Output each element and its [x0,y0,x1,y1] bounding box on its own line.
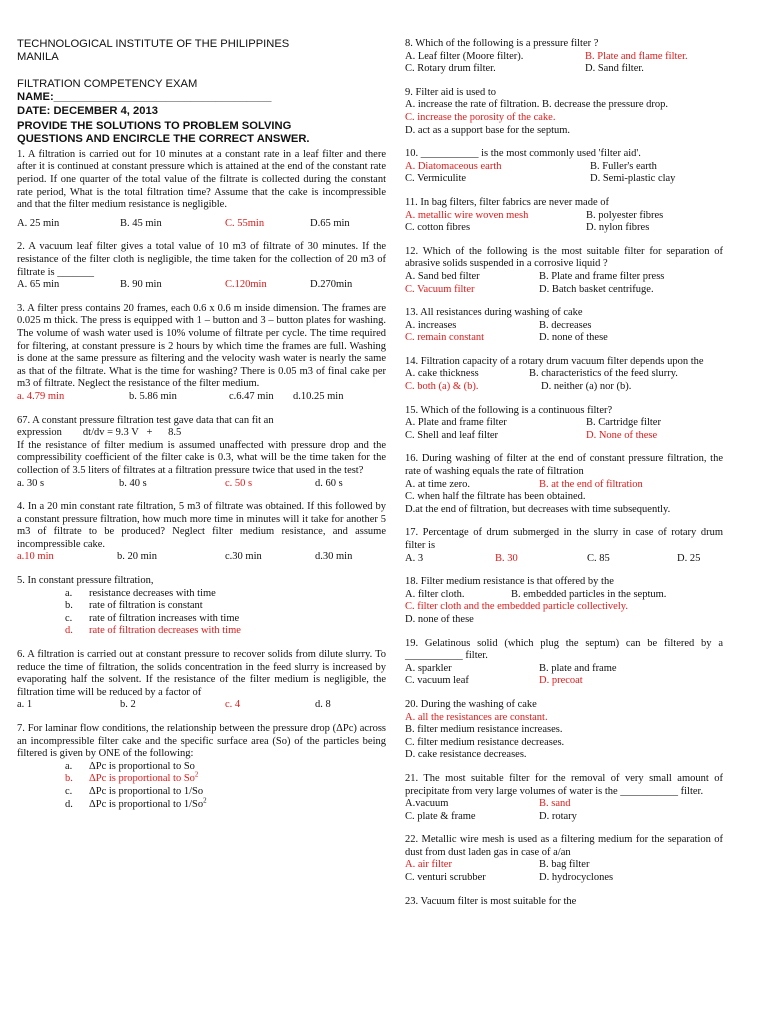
option-c: C. vacuum leaf [405,675,469,687]
option-c: C. cotton fibres [405,222,471,234]
question-expression: expression dt/dv = 9.3 V + 8.5 [17,427,182,439]
option-a: A. metallic wire woven mesh [405,209,529,221]
options-grid [405,320,723,345]
question-7 [17,723,386,811]
question-text: 20. During the washing of cake [405,698,537,710]
option-b: B. at the end of filtration [539,478,643,490]
option-d: D. 25 [677,552,701,564]
option-b: b. 20 min [117,551,157,563]
option-a: A. cake thickness [405,368,479,380]
option-d: D. cake resistance decreases. [405,749,527,761]
option-d: D. act as a support base for the septum. [405,124,571,136]
option-b: B. plate and frame [539,662,617,674]
option-c: c. rate of filtration increases with time [65,612,240,624]
option-a: a. resistance decreases with time [65,587,216,599]
option-d: D. precoat [539,675,583,687]
option-d: D.65 min [310,217,350,229]
options-grid [405,368,723,393]
option-c: C.120min [225,279,267,291]
question-text: 9. Filter aid is used to [405,86,496,98]
question-3 [17,303,386,404]
option-b: B. decreases [539,319,592,331]
option-a: A. Diatomaceous earth [405,160,502,172]
option-b: B. embedded particles in the septum. [511,588,667,600]
option-d: D. Batch basket centrifuge. [539,283,654,295]
question-text: 10. ___________ is the most commonly used 'filter aid'. [405,148,641,160]
option-c: c.6.47 min [229,390,274,402]
options-grid [405,589,723,602]
question-text: 18. Filter medium resistance is that offered by the [405,576,614,588]
question-text: 14. Filtration capacity of a rotary drum vacuum filter depends upon the [405,355,704,367]
option-b: b. 40 s [119,477,147,489]
option-d: D. Semi-plastic clay [590,173,676,185]
options-grid [405,798,723,823]
question-text: 3. A filter press contains 20 frames, each 0.6 x 0.6 m inside dimension. The frames are 0.025 m thick. The press is equipped with 1 – button and 3 – button plates for washing. The volume of wash water used is 10% volume of filtrate per cycle. The time required for filtering, at constant pressure is 2 hours by which time the frames are full. Washing is done at the same pressure as filtering and the velocity wash water is nearly the same as that of the filtrate. What is the time for washing? There is 0.05 m3 of final cake per m3 of filtrate. Neglect the resistance of the filter medium. [17,302,386,390]
option-a: A. 3 [405,552,424,564]
option-c: c.30 min [225,551,262,563]
question-14 [405,356,723,394]
question-9 [405,87,723,137]
question-text: 22. Metallic wire mesh is used as a filtering medium for the separation of dust from dust laden gas in case of a/an [405,834,723,858]
options-row [17,391,386,404]
option-a: A. increases [405,319,457,331]
option-d: d. 8 [315,699,331,711]
option-c: C. remain constant [405,332,485,344]
question-5 [17,575,386,638]
option-a: A. 65 min [17,279,60,291]
options-row [17,218,386,231]
option-d: D. nylon fibres [586,222,650,234]
question-text: 19. Gelatinous solid (which plug the septum) can be filtered by a ___________ filter. [405,637,723,662]
option-c: C. Shell and leaf filter [405,429,499,441]
option-a: A. Plate and frame filter [405,417,507,429]
option-d: d.30 min [315,551,353,563]
option-c: C. Rotary drum filter. [405,63,496,75]
options-list [17,588,386,638]
question-text: 4. In a 20 min constant rate filtration, 5 m3 of filtrate was obtained. If this followed by a constant pressure filtration, how much more time in minutes will it take for another 5 m3 of filtrate to be produced? Neglect filter medium resistance, and assume incompressible cake. [17,501,386,550]
exam-title: FILTRATION COMPETENCY EXAM [17,77,198,90]
option-b: B. Cartridge filter [586,417,661,429]
question-17 [405,527,723,565]
question-text: 13. All resistances during washing of cake [405,307,583,319]
right-column [405,38,723,919]
option-b: B. 45 min [120,217,162,229]
question-text: 11. In bag filters, filter fabrics are never made of [405,196,609,208]
question-67 [17,415,386,491]
option-a: A. 25 min [17,217,60,229]
option-d: d. 60 s [315,477,343,489]
exam-date: DATE: DECEMBER 4, 2013 [17,104,158,117]
question-22 [405,834,723,884]
option-d: D.at the end of filtration, but decreases with time subsequently. [405,503,671,515]
option-d: D. neither (a) nor (b). [541,381,632,393]
institute-city: MANILA [17,51,59,64]
option-b: b. 5.86 min [129,390,177,402]
options-grid [405,161,723,186]
option-b: b. ΔPc is proportional to So$^2$ [65,770,199,785]
option-c: C. Vacuum filter [405,283,475,295]
question-text: 12. Which of the following is the most suitable filter for separation of abrasive solids suspended in a corrosive liquid ? [405,245,723,270]
option-b: B. bag filter [539,859,590,871]
question-text: 23. Vacuum filter is most suitable for the [405,895,577,907]
option-c: C. plate & frame [405,810,476,822]
option-a: a.10 min [17,551,54,563]
options-grid [405,663,723,688]
option-d: d.10.25 min [293,390,344,402]
options-row [17,699,386,712]
name-field: NAME:___________________________________ [17,91,272,104]
option-b: B. sand [539,798,571,810]
left-column [17,38,386,822]
option-c: C. both (a) & (b). [405,381,479,393]
option-b: b. 2 [120,699,136,711]
question-21 [405,773,723,823]
exam-header [17,38,386,147]
option-b: B. 90 min [120,279,162,291]
question-23 [405,896,723,909]
question-1 [17,149,386,231]
option-c: C. increase the porosity of the cake. [405,111,556,123]
option-d: D. none of these [539,332,608,344]
option-b: B. Plate and frame filter press [539,270,665,282]
options-grid [405,51,723,76]
option-b: B. polyester fibres [586,209,664,221]
institute-name: TECHNOLOGICAL INSTITUTE OF THE PHILIPPINES [17,38,290,50]
options-list [17,761,386,811]
option-a: a. 30 s [17,477,45,489]
option-c: C. venturi scrubber [405,872,486,884]
option-a: a. 1 [17,699,33,711]
question-11 [405,197,723,235]
question-text: 21. The most suitable filter for the removal of very small amount of precipitate from very large volumes of water is the ___________ filter. [405,772,723,797]
option-a: A. sparkler [405,662,452,674]
option-c: c. 50 s [225,477,253,489]
option-a: A. at time zero. [405,478,471,490]
question-13 [405,307,723,345]
question-text: 5. In constant pressure filtration, [17,575,154,587]
options-grid [405,479,723,492]
question-text: 2. A vacuum leaf filter gives a total value of 10 m3 of filtrate of 30 minutes. If the resistance of the filter cloth is negligible, the time taken for the collection of 20 m3 of filtrate is _______ [17,241,386,278]
question-18 [405,576,723,626]
option-d: D. rotary [539,810,577,822]
question-text: 16. During washing of filter at the end of constant pressure filtration, the rate of washing equals the rate of filtration [405,453,723,478]
options-row [17,279,386,292]
option-d: D. None of these [586,429,658,441]
question-12 [405,246,723,296]
instructions-line-1: PROVIDE THE SOLUTIONS TO PROBLEM SOLVING [17,120,292,133]
options-row [17,478,386,491]
question-text: If the resistance of filter medium is assumed unaffected with pressure drop and the compressibility coefficient of the filter cake is 0.3, what will be the time taken for the collection of 3.5 liters of filtrates at a filtration pressure twice that used in the test? [17,439,386,476]
option-b: B. Fuller's earth [590,160,657,172]
option-d: D. none of these [405,613,474,625]
options-row [17,551,386,564]
option-d: D. Sand filter. [585,63,644,75]
option-a: A. Sand bed filter [405,270,480,282]
question-text-line-1: 67. A constant pressure filtration test gave data that can fit an [17,414,274,426]
question-15 [405,405,723,443]
question-text: 6. A filtration is carried out at constant pressure to recover solids from dilute slurry. To reduce the time of filtration, the solids concentration in the feed slurry is increased by evaporating half the solvent. If the resistance of the filter medium is negligible, the filtration time will be reduced by a factor of [17,649,386,698]
option-a: a. 4.79 min [17,390,65,402]
option-a-b: A. increase the rate of filtration. B. decrease the pressure drop. [405,99,668,111]
option-b: B. characteristics of the feed slurry. [529,368,678,380]
options-row [405,553,723,566]
option-c: c. 4 [225,699,241,711]
question-2 [17,241,386,291]
option-c: C. Vermiculite [405,173,467,185]
question-text: 1. A filtration is carried out for 10 minutes at a constant rate in a leaf filter and there after it is continued at constant pressure which is attained at the end of the constant rate period. If one quarter of the total value of the filtrate is collected during the constant rate period, What is the total filtration time? Assume that the cake is incompressible and that the filter medium resistance is negligible. [17,148,386,211]
option-a: A.vacuum [405,798,449,810]
option-a: a. ΔPc is proportional to So [65,760,195,772]
question-text: 17. Percentage of drum submerged in the slurry in case of rotary drum filter is [405,527,723,551]
option-c: C. filter medium resistance decreases. [405,736,565,748]
instructions-line-2: QUESTIONS AND ENCIRCLE THE CORRECT ANSWER. [17,133,310,146]
option-c: C. when half the filtrate has been obtained. [405,491,586,503]
question-4 [17,501,386,564]
option-d: d. rate of filtration decreases with time [65,625,241,637]
option-a: A. Leaf filter (Moore filter). [405,50,524,62]
option-c: C. 85 [587,552,610,564]
question-20 [405,699,723,762]
option-a: A. air filter [405,859,452,871]
options-grid [405,271,723,296]
question-text: 8. Which of the following is a pressure filter ? [405,38,599,49]
option-b: B. 30 [495,552,518,564]
options-grid [405,417,723,442]
option-c: c. ΔPc is proportional to 1/So [65,785,204,797]
option-c: C. 55min [225,217,265,229]
option-a: A. filter cloth. [405,588,465,600]
option-d: D. hydrocyclones [539,872,614,884]
option-d: D.270min [310,279,353,291]
option-c: C. filter cloth and the embedded particle collectively. [405,601,628,613]
option-d: d. ΔPc is proportional to 1/So$^2$ [65,796,207,810]
option-a: A. all the resistances are constant. [405,711,548,723]
option-b: B. filter medium resistance increases. [405,724,563,736]
question-text: 15. Which of the following is a continuous filter? [405,404,613,416]
question-16 [405,453,723,516]
option-b: b. rate of filtration is constant [65,600,203,612]
option-b: B. Plate and flame filter. [585,50,688,62]
options-grid [405,210,723,235]
question-8 [405,38,723,76]
options-grid [405,859,723,884]
question-19 [405,638,723,688]
question-text: 7. For laminar flow conditions, the relationship between the pressure drop (ΔPc) across an incompressible filter cake and the specific surface area (So) of the particles being filtered is given by ONE of the following: [17,723,386,760]
question-6 [17,649,386,712]
question-10 [405,148,723,186]
